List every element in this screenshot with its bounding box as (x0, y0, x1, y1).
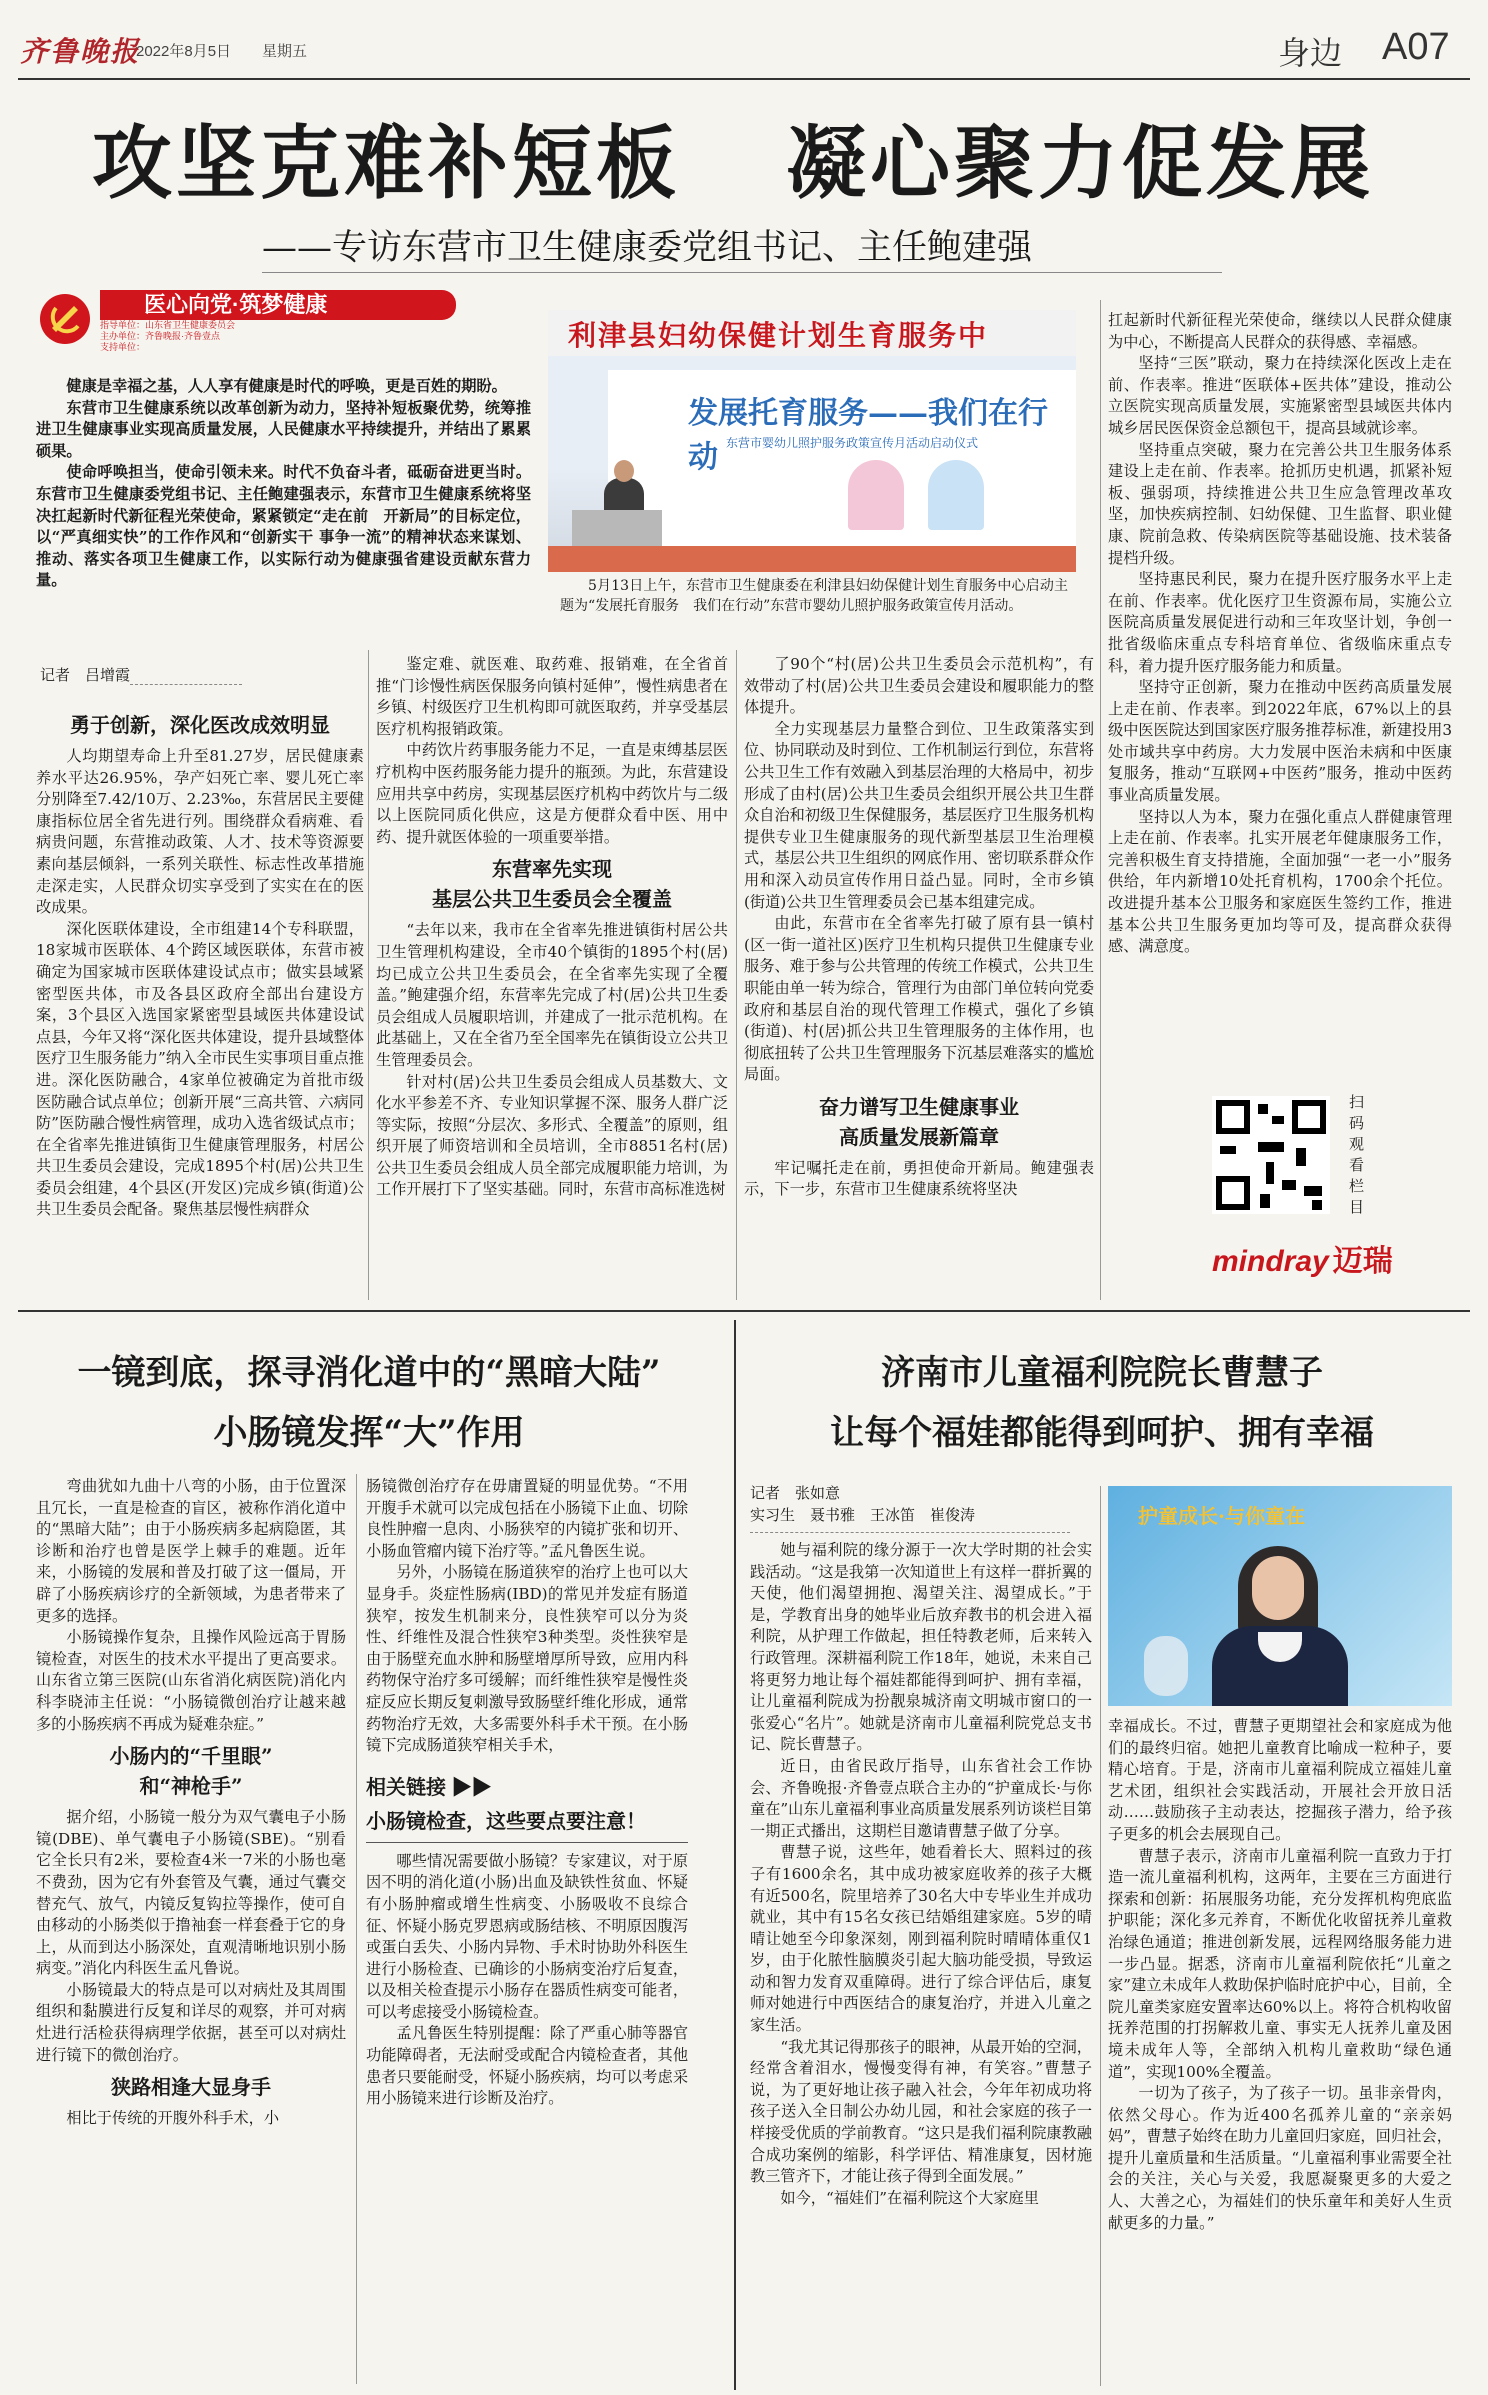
paragraph: 坚持“三医”联动，聚力在持续深化医改上走在前、作表率。推进“医联体+医共体”建设，推动公立医院实现高质量发展，实施紧密型县域医共体内城乡居民医保资金总额包干，提高县域就诊率。 (1108, 354, 1452, 437)
paragraph: 曹慧子说，这些年，她看着长大、照料过的孩子有1600余名，其中成功被家庭收养的孩子大概有近500名，院里培养了30名大中专毕业生并成功就业，其中有15名女孩已结婚组建家庭。5岁的晴晴让她至今印象深刻，刚到福利院时晴晴体重仅1岁，由于化脓性脑膜炎引起大脑功能受损，导致运动和智力发育双重障碍。进行了综合评估后，康复师对她进行中西医结合的康复治疗，并进入儿童之家生活。 (750, 1843, 1092, 2035)
photo-caption: 5月13日上午，东营市卫生健康委在利津县妇幼保健计划生育服务中心启动主题为“发展托育服务 我们在行动”东营市婴幼儿照护服务政策宣传月活动。 (560, 578, 1068, 614)
related-link-heading (366, 1771, 688, 1800)
article1-column4 (1108, 310, 1452, 1080)
column-badge (38, 288, 458, 350)
party-emblem-icon (38, 292, 92, 346)
paragraph: “我尤其记得那孩子的眼神，从最开始的空洞，经常含着泪水，慢慢变得有神，有笑容。”曹慧子说，为了更好地让孩子融入社会，今年年初成功将孩子送入全日制公办幼儿园，和社会家庭的孩子一样接受优质的学前教育。“这只是我们福利院康教融合成功案例的缩影，科学评估、精准康复，因材施教三管齐下，才能让孩子得到全面发展。” (750, 2037, 1092, 2186)
article3-title2: 让每个福娃都能得到呵护、拥有幸福 (830, 1413, 1374, 1453)
paragraph: 深化医联体建设，全市组建14个专科联盟，18家城市医联体、4个跨区域医联体，东营市被确定为国家城市医联体建设试点市；做实县域紧密型医共体，市及各县区政府全部出台建设方案，3个县区入选国家紧密型县域医共体建设试点县，今年又将“深化医共体建设，提升县域整体医疗卫生服务能力”纳入全市民生实事项目重点推进。深化医防融合，4家单位被确定为首批市级医防融合试点单位；创新开展“三高共管、六病同防”医防融合慢性病管理，成功入选省级试点市；在全省率先推进镇街卫生健康管理服务，村居公共卫生委员会建设，完成1895个村(居)公共卫生委员会组建，4个县区(开发区)完成乡镇(街道)公共卫生委员会配备。聚焦基层慢性病群众 (36, 919, 364, 1219)
article1-headline-right: 凝心聚力促发展 (786, 116, 1374, 210)
paragraph: 据介绍，小肠镜一般分为双气囊电子小肠镜(DBE)、单气囊电子小肠镜(SBE)。“别看它全长只有2米，要检查4米一7米的小肠也毫不费劲，因为它有外套管及气囊，通过气囊交替充气、放气，内镜反复钩拉等操作，使可自由移动的小肠类似于撸袖套一样套叠于它的身上，从而到达小肠深处，直观清晰地识别小肠病变。”消化内科医生孟凡鲁说。 (36, 1808, 346, 1978)
intro-paragraph: 健康是幸福之基，人人享有健康是时代的呼唤，更是百姓的期盼。 (66, 377, 507, 395)
article1-column2 (376, 654, 728, 1298)
subheading: 狭路相逢大显身手 (111, 2075, 271, 2100)
subtitle-rule (262, 272, 1222, 273)
badge-line2: 主办单位：齐鲁晚报·齐鲁壹点 (100, 331, 220, 341)
paragraph: 人均期望寿命上升至81.27岁，居民健康素养水平达26.95%，孕产妇死亡率、婴儿死亡率分别降至7.42/10万、2.23‰，东营居民主要健康指标位居全省先进行列。围绕群众看病难、看病贵问题，东营推动政策、人才、技术等资源要素向基层倾斜，一系列关联性、标志性改革措施走深走实，人民群众切实享受到了实实在在的医改成果。 (36, 747, 364, 917)
qr-caption: 扫码观看栏目 (1347, 1094, 1365, 1220)
article3-reporter: 记者 张如意 (750, 1484, 841, 1502)
article3-byline (750, 1482, 975, 1526)
badge-line3: 支持单位： (100, 342, 146, 352)
article-divider (734, 1320, 736, 2390)
article3-title1: 济南市儿童福利院院长曹慧子 (881, 1353, 1323, 1393)
article1-headline-left: 攻坚克难补短板 (92, 116, 680, 210)
sponsor-cn: 迈瑞 (1332, 1245, 1393, 1278)
qr-code[interactable] (1212, 1096, 1330, 1214)
arrow-icon: ▶▶ (451, 1776, 492, 1799)
paragraph: 全力实现基层力量整合到位、卫生政策落实到位、协同联动及时到位、工作机制运行到位，东营将公共卫生工作有效融入到基层治理的大格局中，初步形成了由村(居)公共卫生委员会组织开展公共卫生群众自治和初级卫生保健服务，基层医疗卫生服务机构提供专业卫生健康服务的现代新型基层卫生治理模式，基层公共卫生组织的网底作用、密切联系群众作用和深入动员宣传作用日益凸显。同时，全市乡镇(街道)公共卫生管理委员会已基本组建完成。 (744, 719, 1094, 911)
paragraph: 哪些情况需要做小肠镜？专家建议，对于原因不明的消化道(小肠)出血及缺铁性贫血、怀疑有小肠肿瘤或增生性病变、小肠吸收不良综合征、怀疑小肠克罗恩病或肠结核、不明原因腹泻或蛋白丢失、小肠内异物、手术时协助外科医生进行小肠检查、已确诊的小肠病变治疗后复查，以及相关检查提示小肠存在器质性病变可能者，可以考虑接受小肠镜检查。 (366, 1851, 688, 2021)
photo-slogan: 发展托育服务——我们在行动 (688, 396, 1048, 475)
paragraph: 中药饮片药事服务能力不足，一直是束缚基层医疗机构中医药服务能力提升的瓶颈。为此，东营建设应用共享中药房，实现基层医疗机构中药饮片与二级以上医院同质化供应，这是方便群众看中医、用中药、提升就医体验的一项重要举措。 (376, 741, 728, 846)
article1-column3 (744, 654, 1094, 1298)
paragraph: 坚持守正创新，聚力在推动中医药高质量发展上走在前、作表率。到2022年底，67%以上的县级中医医院达到国家医疗服务推荐标准，新建投用3处市域共享中药房。大力发展中医治未病和中医康复服务，推动“互联网+中医药”服务，推动中医药事业高质量发展。 (1108, 678, 1452, 805)
paragraph: 孟凡鲁医生特别提醒：除了严重心肺等器官功能障碍者，无法耐受或配合内镜检查者，其他患者只要能耐受，怀疑小肠疾病，均可以考虑采用小肠镜来进行诊断及治疗。 (366, 2024, 688, 2108)
paragraph: 坚持重点突破，聚力在完善公共卫生服务体系建设上走在前、作表率。抢抓历史机遇，抓紧补短板、强弱项，持续推进公共卫生应急管理改革攻坚，加快疾病控制、妇幼保健、卫生监督、职业健康、院前急救、传染病医院等基础设施、技术装备提档升级。 (1108, 440, 1452, 567)
article2-column2 (366, 1476, 688, 2386)
paragraph: 近日，由省民政厅指导，山东省社会工作协会、齐鲁晚报·齐鲁壹点联合主办的“护童成长·与你童在”山东儿童福利事业高质量发展系列访谈栏目第一期正式播出，这期栏目邀请曹慧子做了分享。 (750, 1756, 1092, 1840)
article1-subtitle: ——专访东营市卫生健康委党组书记、主任鲍建强 (262, 228, 1033, 268)
badge-title: 医心向党·筑梦健康 (144, 292, 328, 317)
article1-intro (36, 376, 531, 616)
paragraph: 幸福成长。不过，曹慧子更期望社会和家庭成为他们的最终归宿。她把儿童教育比喻成一粒种子，要精心培育。于是，济南市儿童福利院成立福娃儿童艺术团，组织社会实践活动，开展社会开放日活动……鼓励孩子主动表达，挖掘孩子潜力，给予孩子更多的机会去展现自己。 (1108, 1717, 1452, 1843)
portrait-photo (1108, 1486, 1452, 1706)
sponsor-en: mindray (1212, 1245, 1329, 1278)
paragraph: 坚持以人为本，聚力在强化重点人群健康管理上走在前、作表率。扎实开展老年健康服务工作，完善积极生育支持措施，全面加强“一老一小”服务供给，年内新增10处托育机构，1700余个托位。改进提升基本公卫服务和家庭医生签约工作，推进基本公共卫生服务更加均等可及，提高群众获得感、满意度。 (1108, 807, 1452, 956)
byline-rule (750, 1532, 1070, 1533)
paragraph: 一切为了孩子，为了孩子一切。虽非亲骨肉，依然父母心。作为近400名孤养儿童的“亲亲妈妈”，曹慧子始终在助力儿童回归家庭，回归社会，提升儿童质量和生活质量。“儿童福利事业需要全社会的关注，关心与关爱，我愿凝聚更多的大爱之人、大善之心，为福娃们的快乐童年和美好人生贡献更多的力量。” (1108, 2084, 1452, 2232)
paragraph: 弯曲犹如九曲十八弯的小肠，由于位置深且冗长，一直是检查的盲区，被称作消化道中的“黑暗大陆”；由于小肠疾病多起病隐匿，其诊断和治疗也曾是医学上棘手的难题。近年来，小肠镜的发展和普及打破了这一僵局，开辟了小肠疾病诊疗的全新领域，为患者带来了更多的选择。 (36, 1477, 346, 1625)
badge-line1: 指导单位：山东省卫生健康委员会 (100, 320, 236, 330)
article2-title2: 小肠镜发挥“大”作用 (213, 1413, 525, 1453)
photo-banner: 利津县妇幼保健计划生育服务中 (568, 319, 989, 352)
paragraph: 如今，“福娃们”在福利院这个大家庭里 (780, 2188, 1039, 2207)
subheading: 奋力谱写卫生健康事业 高质量发展新篇章 (819, 1094, 1019, 1149)
paragraph: 小肠镜最大的特点是可以对病灶及其周围组织和黏膜进行反复和详尽的观察，并可对病灶进行活检获得病理学依据，甚至可以对病灶进行镜下的微创治疗。 (36, 1980, 346, 2064)
subheading: 东营率先实现 基层公共卫生委员会全覆盖 (432, 857, 672, 912)
column-divider (736, 650, 737, 1300)
paragraph: 肠镜微创治疗存在毋庸置疑的明显优势。“不用开腹手术就可以完成包括在小肠镜下止血、切除良性肿瘤一息肉、小肠狭窄的内镜扩张和切开、小肠血管瘤内镜下治疗等。”孟凡鲁医生说。 (366, 1477, 688, 1560)
paragraph: 她与福利院的缘分源于一次大学时期的社会实践活动。“这是我第一次知道世上有这样一群折翼的天使，他们渴望拥抱、渴望关注、渴望成长。”于是，学教育出身的她毕业后放弃教书的机会进入福利院，从护理工作做起，担任特教老师，后来转入行政管理。深耕福利院工作18年，她说，未来自己将更努力地让每个福娃都能得到呵护、拥有幸福，让儿童福利院成为扮靓泉城济南文明城市窗口的一张爱心“名片”。她就是济南市儿童福利院党总支书记、院长曹慧子。 (750, 1541, 1092, 1754)
article2-title1: 一镜到底，探寻消化道中的“黑暗大陆” (77, 1353, 661, 1393)
paragraph: 鉴定难、就医难、取药难、报销难，在全省首推“门诊慢性病医保服务向镇村延伸”，慢性病患者在乡镇、村级医疗卫生机构即可就医取药，并享受基层医疗机构报销政策。 (376, 655, 728, 738)
section-divider (18, 1310, 1470, 1312)
article1-column1 (36, 710, 364, 1298)
section-name: 身边 (1278, 35, 1343, 71)
masthead-weekday: 星期五 (262, 43, 308, 60)
event-photo (548, 310, 1076, 572)
subheading: 小肠内的“千里眼” 和“神枪手” (109, 1744, 273, 1799)
paragraph: 相比于传统的开腹外科手术，小 (66, 2109, 280, 2128)
photo-sub: 东营市婴幼儿照护服务政策宣传月活动启动仪式 (726, 436, 979, 450)
paragraph: 由此，东营市在全省率先打破了原有县一镇村(区一街一道社区)医疗卫生机构只提供卫生健康专业服务、难于参与公共管理的传统工作模式，公共卫生职能由单一转为综合，管理行为由部门单位转向党委政府和基层自治的现代管理工作模式，强化了乡镇(街道)、村(居)抓公共卫生管理服务的主体作用，也彻底扭转了公共卫生管理服务下沉基层难落实的尴尬局面。 (744, 914, 1094, 1084)
sponsor-logo (1212, 1236, 1393, 1280)
masthead-logo: 齐鲁晚报 (20, 35, 141, 68)
paragraph: “去年以来，我市在全省率先推进镇街村居公共卫生管理机构建设，全市40个镇街的1895个村(居)均已成立公共卫生委员会，在全省率先实现了全覆盖。”鲍建强介绍，东营率先完成了村(居)公共卫生委员会组成人员履职培训，并建成了一批示范机构。在此基础上，又在全省乃至全国率先在镇街设立公共卫生管理委员会。 (376, 921, 728, 1069)
subheading: 勇于创新，深化医改成效明显 (70, 713, 330, 737)
masthead-date: 2022年8月5日 (136, 43, 232, 60)
column-divider (1100, 1486, 1101, 2386)
photo-title: 护童成长·与你童在 (1138, 1504, 1305, 1528)
paragraph: 另外，小肠镜在肠道狭窄的治疗上也可以大显身手。炎症性肠病(IBD)的常见并发症有肠道狭窄，按发生机制来分，良性狭窄可以分为炎性、纤维性及混合性狭窄3种类型。炎性狭窄是由于肠壁充血水肿和肠壁增厚所导致，应用内科药物保守治疗多可缓解；而纤维性狭窄是慢性炎症反应长期反复刺激导致肠壁纤维化形成，通常药物治疗无效，大多需要外科手术干预。在小肠镜下完成肠道狭窄相关手术， (366, 1563, 688, 1755)
page-number: A07 (1382, 26, 1450, 68)
related-link-label: 相关链接 (366, 1776, 446, 1799)
paragraph: 扛起新时代新征程光荣使命，继续以人民群众健康为中心，不断提高人民群众的获得感、幸福感。 (1108, 311, 1452, 351)
article3-column2 (1108, 1716, 1452, 2386)
paragraph: 坚持惠民利民，聚力在提升医疗服务水平上走在前、作表率。优化医疗卫生资源布局，实施公立医院高质量发展促进行动和三年攻坚计划，争创一批省级临床重点专科培育单位、省级临床重点专科，着力提升医疗服务能力和质量。 (1108, 570, 1452, 675)
paragraph: 曹慧子表示，济南市儿童福利院一直致力于打造一流儿童福利机构，这两年，主要在三方面进行探索和创新：拓展服务功能，充分发挥机构兜底监护职能；深化多元养育，不断优化收留抚养儿童救治绿色通道；推进创新发展，远程网络服务能力进一步凸显。据悉，济南市儿童福利院依托“儿童之家”建立未成年人救助保护临时庇护中心，目前，全院儿童类家庭安置率达60%以上。将符合机构收留抚养范围的打拐解救儿童、事实无人抚养儿童及困境未成年人等，全部纳入机构儿童救助“绿色通道”，实现100%全覆盖。 (1108, 1846, 1452, 2081)
paragraph: 针对村(居)公共卫生委员会组成人员基数大、文化水平参差不齐、专业知识掌握不深、服务人群广泛等实际，按照“分层次、多形式、全覆盖”的原则，组织开展了师资培训和全员培训，全市8851名村(居)公共卫生委员会组成人员全部完成履职能力培训，为工作开展打下了坚实基础。同时，东营市高标准选树 (376, 1072, 728, 1199)
article2-column1 (36, 1476, 346, 2386)
intro-paragraph: 东营市卫生健康系统以改革创新为动力，坚持补短板聚优势，统筹推进卫生健康事业实现高质量发展，人民健康水平持续提升，并结出了累累硕果。 (36, 398, 531, 460)
reporter-rule (130, 684, 242, 685)
paragraph: 牢记嘱托走在前，勇担使命开新局。鲍建强表示，下一步，东营市卫生健康系统将坚决 (744, 1158, 1094, 1199)
related-link-title: 小肠镜检查，这些要点要注意！ (366, 1808, 646, 1833)
intro-paragraph: 使命呼唤担当，使命引领未来。时代不负奋斗者，砥砺奋进更当时。东营市卫生健康委党组书记、主任鲍建强表示，东营市卫生健康系统将坚决扛起新时代新征程光荣使命，紧紧锁定“走在前 开新局”的目标定位，以“严真细实快”的工作作风和“创新实干 事争一流”的精神状态来谋划、推动、落实各项卫生健康工作，以实际行动为健康强省建设贡献东营力量。 (36, 463, 531, 590)
paragraph: 了90个“村(居)公共卫生委员会示范机构”，有效带动了村(居)公共卫生委员会建设和履职能力的整体提升。 (744, 655, 1094, 717)
column-divider (368, 650, 369, 1300)
article3-interns: 实习生 聂书雅 王冰笛 崔俊涛 (750, 1506, 976, 1524)
paragraph: 小肠镜操作复杂，且操作风险远高于胃肠镜检查，对医生的技术水平提出了更高要求。山东省立第三医院(山东省消化病医院)消化内科李晓沛主任说：“小肠镜微创治疗让越来越多的小肠疾病不再成为疑难杂症。” (36, 1628, 346, 1733)
masthead-rule (18, 78, 1470, 80)
article1-reporter: 记者 吕增霞 (40, 666, 131, 684)
column-divider (1100, 300, 1101, 1300)
article3-column1 (750, 1540, 1092, 2386)
column-divider (356, 1474, 357, 2384)
